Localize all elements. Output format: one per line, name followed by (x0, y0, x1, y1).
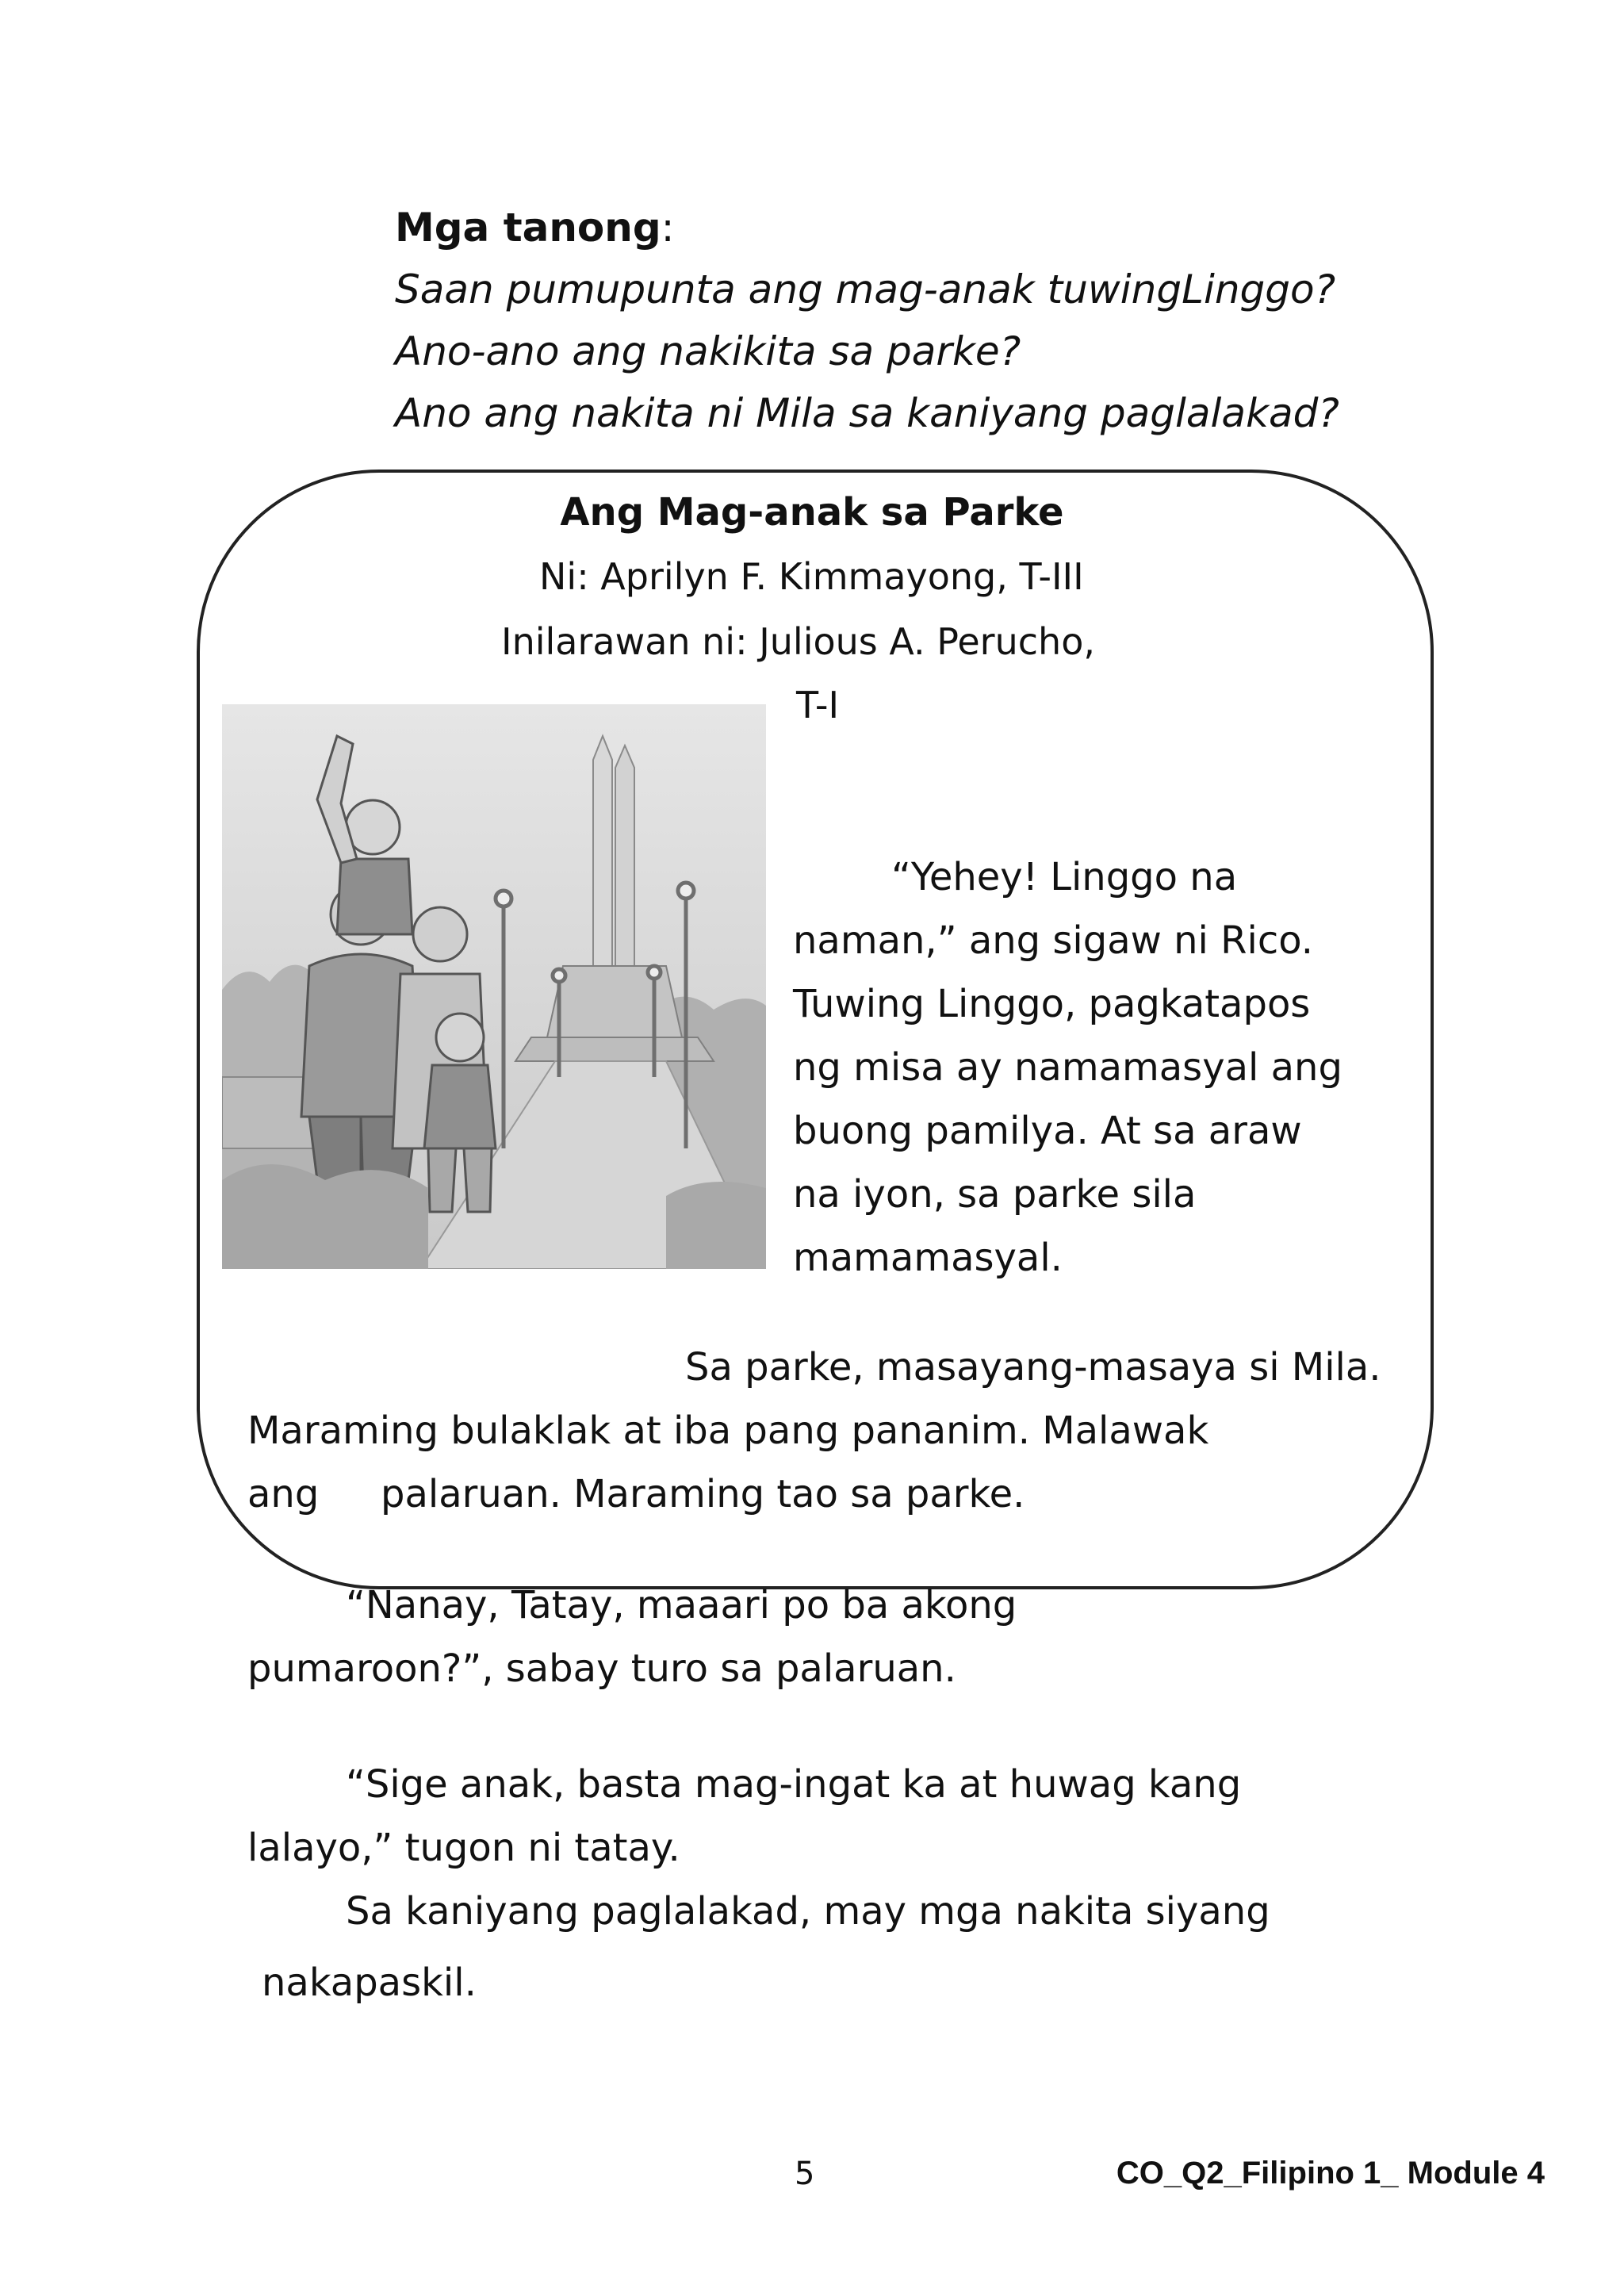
question-3: Ano ang nakita ni Mila sa kaniyang paglalakad? (395, 390, 1339, 436)
para3-line2: pumaroon?”, sabay turo sa palaruan. (247, 1646, 956, 1691)
para5-line2: nakapaskil. (262, 1961, 477, 2005)
page-number: 5 (795, 2156, 815, 2192)
questions-heading-line (395, 197, 1505, 259)
para2-line2: Maraming bulaklak at iba pang pananim. Malawak (247, 1409, 1209, 1453)
para5-line1: Sa kaniyang paglalakad, may mga nakita siyang (346, 1889, 1270, 1934)
para2-line1: Sa parke, masayang-masaya si Mila. (685, 1345, 1381, 1389)
para1-line2: naman,” ang sigaw ni Rico. (793, 918, 1313, 963)
para1-line5: buong pamilya. At sa araw (793, 1109, 1302, 1153)
questions-section (395, 197, 1505, 444)
questions-colon: : (661, 205, 675, 251)
para2-line3b: palaruan. Maraming tao sa parke. (381, 1472, 1025, 1516)
para2-line3a: ang (247, 1472, 320, 1516)
story-title: Ang Mag-anak sa Parke (560, 490, 1064, 535)
story-illustrator: Inilarawan ni: Julious A. Perucho, (501, 620, 1095, 663)
questions-heading: Mga tanong (395, 205, 661, 251)
question-1: Saan pumupunta ang mag-anak tuwingLinggo? (395, 266, 1336, 312)
para4-line1: “Sige anak, basta mag-ingat ka at huwag kang (346, 1762, 1242, 1807)
story-author: Ni: Aprilyn F. Kimmayong, T-III (539, 555, 1084, 598)
question-2: Ano-ano ang nakikita sa parke? (395, 328, 1021, 374)
para1-line4: ng misa ay namamasyal ang (793, 1045, 1342, 1090)
para1-line7: mamamasyal. (793, 1236, 1063, 1280)
family-park-illustration (222, 704, 766, 1269)
para4-line2: lalayo,” tugon ni tatay. (247, 1826, 680, 1870)
para3-line1: “Nanay, Tatay, maaari po ba akong (346, 1583, 1017, 1627)
para1-line1: “Yehey! Linggo na (891, 855, 1238, 899)
para1-line6: na iyon, sa parke sila (793, 1172, 1197, 1217)
para1-line3: Tuwing Linggo, pagkatapos (793, 982, 1311, 1026)
module-code: CO_Q2_Filipino 1_ Module 4 (1116, 2156, 1545, 2191)
story-illustrator-rank: T-I (796, 684, 840, 726)
